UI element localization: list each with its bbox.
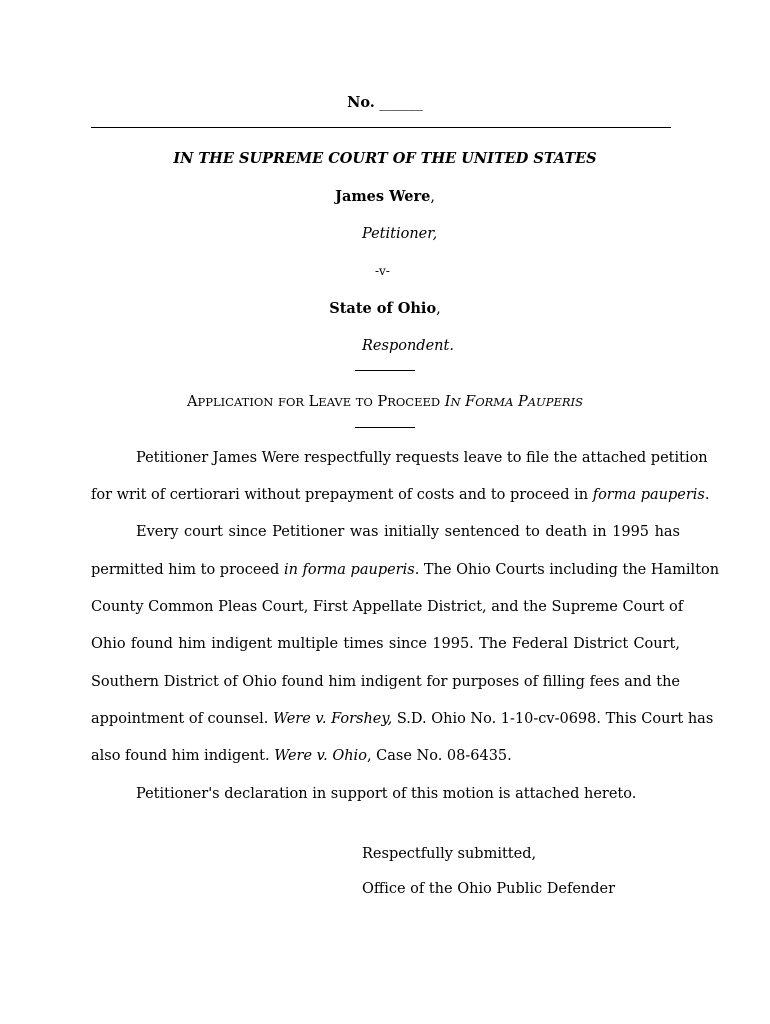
title-small: AUPERIS bbox=[527, 395, 583, 409]
docket-blank: ______ bbox=[379, 95, 423, 111]
title-cap: I bbox=[444, 394, 451, 410]
text-run: for writ of certiorari without prepayment of costs and to proceed in bbox=[91, 487, 593, 503]
versus: -v- bbox=[375, 264, 390, 278]
text-run-italic: forma pauperis bbox=[592, 487, 705, 503]
petitioner-comma: , bbox=[430, 189, 435, 205]
text-run-italic: in forma pauperis bbox=[283, 562, 415, 578]
petitioner-role-text: Petitioner, bbox=[362, 226, 438, 242]
text-run: appointment of counsel. bbox=[91, 711, 273, 727]
header-rule bbox=[91, 127, 671, 128]
title-small: ORMA bbox=[475, 395, 514, 409]
paragraph-1-line-2 bbox=[91, 487, 710, 503]
title-small: ROCEED bbox=[387, 395, 441, 409]
petitioner-line bbox=[0, 188, 770, 205]
title-cap: F bbox=[465, 394, 476, 410]
paragraph-2-line-2 bbox=[91, 562, 720, 578]
respondent-line bbox=[0, 300, 770, 317]
short-rule-bottom bbox=[355, 427, 415, 428]
title-small: TO bbox=[355, 395, 373, 409]
document-title bbox=[0, 394, 770, 410]
text-run: permitted him to proceed bbox=[91, 562, 284, 578]
paragraph-2-line-4: Ohio found him indigent multiple times since 1995. The Federal District Court, bbox=[91, 636, 680, 652]
text-run-italic: Were v. Forshey, bbox=[272, 711, 393, 727]
text-run: also found him indigent. bbox=[91, 748, 275, 764]
paragraph-1-line-1: Petitioner James Were respectfully requests leave to file the attached petition bbox=[136, 450, 708, 466]
paragraph-3: Petitioner's declaration in support of this motion is attached hereto. bbox=[136, 786, 637, 802]
text-run: . The Ohio Courts including the Hamilton bbox=[414, 562, 720, 578]
short-rule-top bbox=[355, 370, 415, 371]
paragraph-2-line-5: Southern District of Ohio found him indigent for purposes of filling fees and the bbox=[91, 674, 680, 690]
court-heading bbox=[0, 150, 770, 167]
title-small: PPLICATION bbox=[197, 395, 274, 409]
paragraph-2-line-3: County Common Pleas Court, First Appellate District, and the Supreme Court of bbox=[91, 599, 684, 615]
text-run: S.D. Ohio No. 1-10-cv-0698. This Court has bbox=[392, 711, 714, 727]
petitioner-role bbox=[362, 226, 437, 242]
title-cap: L bbox=[308, 394, 319, 410]
title-small: FOR bbox=[277, 395, 305, 409]
office-name: Office of the Ohio Public Defender bbox=[362, 881, 616, 897]
respondent-comma: , bbox=[436, 301, 441, 317]
text-run: . bbox=[704, 487, 710, 503]
respondent-name: State of Ohio bbox=[329, 300, 437, 317]
paragraph-2-line-7 bbox=[91, 748, 680, 764]
court-name: IN THE SUPREME COURT OF THE UNITED STATES bbox=[173, 150, 597, 167]
paragraph-2-line-1: Every court since Petitioner was initially sentenced to death in 1995 has bbox=[136, 524, 680, 540]
closing: Respectfully submitted, bbox=[362, 846, 537, 862]
text-run-italic: Were v. Ohio bbox=[274, 748, 367, 764]
petitioner-name: James Were bbox=[335, 188, 431, 205]
title-small: EAVE bbox=[318, 395, 352, 409]
docket-label: No. bbox=[347, 94, 375, 111]
respondent-role bbox=[362, 338, 454, 354]
title-small: N bbox=[450, 395, 461, 409]
title-cap: P bbox=[377, 394, 388, 410]
paragraph-2-line-6 bbox=[91, 711, 714, 727]
text-run: , Case No. 08-6435. bbox=[366, 748, 512, 764]
respondent-role-text: Respondent. bbox=[362, 338, 454, 354]
title-cap: P bbox=[517, 394, 528, 410]
docket-number bbox=[0, 94, 770, 111]
title-cap: A bbox=[187, 394, 198, 410]
